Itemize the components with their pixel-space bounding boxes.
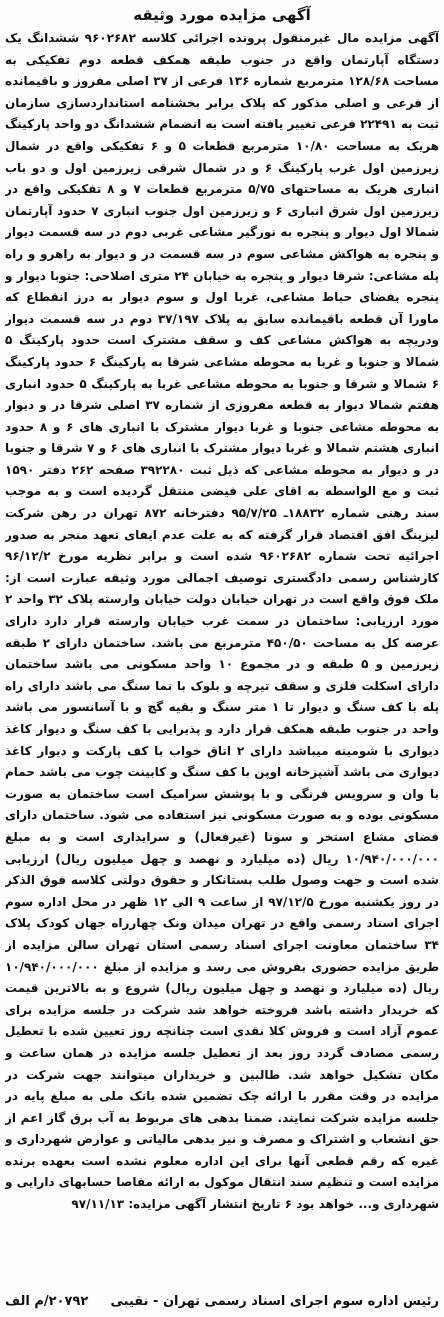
notice-body: آگهی مزایده مال غیرمنقول پرونده اجرائی کلاسه ۹۶۰۲۶۸۲ ششدانگ یک دستگاه آپارتمان واقع در جنوب طبقه همکف قطعه دوم تفکیکی به مساحت ۱۲۸/۶۸ مترمربع شماره ۱۳۶ فرعی از ۳۷ اصلی مفروز و باقیمانده از فرعی و اصلی مذکور که پلاک برابر بخشنامه استانداردسازی سازمان ثبت به ۲۲۴۹۱ فرعی تغییر یافته است به انضمام ششدانگ دو واحد پارکینگ هریک به مساحت ۱۰/۸۰ مترمربع قطعات ۵ و ۶ تفکیکی واقع در شمال زیرزمین اول غرب پارکینگ ۶ و در شمال شرقی زیرزمین اول و دو باب انباری هریک به مساحتهای ۵/۷۵ مترمربع قطعات ۷ و ۸ تفکیکی واقع در زیرزمین اول شرق انباری ۶ و زیرزمین اول جنوب انباری ۷ حدود آپارتمان شمالا اول دیوار و پنجره به نورگیر مشاعی غربی دوم در سه قسمت دیوار و پنجره به هواکش مشاعی سوم در سه قسمت در و دیوار به راهرو و راه پله مشاعی: شرقا دیوار و پنجره به خیابان ۲۴ متری اصلاحی: جنوبا دیوار و پنجره بفضای حیاط مشاعی، غربا اول و سوم دیوار به درز انقطاع که ماورا آن قطعه باقیمانده سابق به پلاک ۳۷/۱۹۷ دوم در سه قسمت دیوار ودریچه به هواکش مشاعی کف و سقف مشترک است حدود پارکینگ ۵ شمالا و جنوبا و غربا به محوطه مشاعی شرقا به پارکینگ ۶ حدود پارکینگ ۶ شمالا و شرقا و جنوبا به محوطه مشاعی غربا به پارکینگ ۵ حدود انباری هفتم شمالا دیوار به قطعه مفروزی از شماره ۳۷ اصلی شرقا در و دیوار به محوطه مشاعی جنوبا و غربا دیوار مشترک با انباری های ۶ و ۸ حدود انباری هشتم شمالا و غربا دیوار مشترک با انباری های ۶ و ۷ شرقا و جنوبا در و دیوار به محوطه مشاعی که ذیل ثبت ۳۹۲۲۸۰ صفحه ۲۶۲ دفتر ۱۵۹۰ ثبت و مع الواسطه به اقای علی فیضی منتقل گردیده است و به موجب سند رهنی شماره ۱۸۸۳۲ـ ۹۵/۷/۲۵ دفترخانه ۸۷۲ تهران در رهن شرکت لیزینگ افق اقتصاد قرار گرفته که به علت عدم ایفای تعهد منجر به صدور اجرائیه تحت شماره ۹۶۰۲۶۸۲ شده است و برابر نظریه مورخ ۹۶/۱۲/۲ کارشناس رسمی دادگستری توصیف اجمالی مورد وثیقه عبارت است از: ملک فوق واقع است در تهران خیابان دولت خیابان وارسته پلاک ۳۲ واحد ۲ مورد ارزیابی: ساختمان در سمت غرب خیابان وارسته قرار دارد دارای عرصه کل به مساحت ۴۵۰/۵۰ مترمربع می باشد. ساختمان دارای ۲ طبقه زیرزمین و ۵ طبقه و در مجموع ۱۰ واحد مسکونی می باشد ساختمان دارای اسکلت فلزی و سقف تیرچه و بلوک با نما سنگ می باشد دارای راه پله با کف سنگ و دیوار تا ۱ متر سنگ و بقیه گچ و با آسانسور می باشد واحد در جنوب طبقه همکف قرار دارد و پذیرایی با کف سنگ و دیوار کاغذ دیواری با شومینه میباشد دارای ۲ اتاق خواب با کف پارکت و دیوار کاغذ دیواری می باشد آشپزخانه اوپن با کف سنگ و کابینت چوب می باشد حمام با وان و سرویس فرنگی و با پوشش سرامیک است ساختمان به صورت مسکونی بوده و به صورت مسکونی نیز استفاده می شود. ساختمان دارای فضای مشاع استخر و سونا (غیرفعال) و سرایداری است و به مبلغ ۱۰/۹۴۰/۰۰۰/۰۰۰ ریال (ده میلیارد و نهصد و چهل میلیون ریال) ارزیابی شده است و جهت وصول طلب بستانکار و حقوق دولتی کلاسه فوق الذکر در روز یکشنبه مورخ ۹۷/۱۲/۵ از ساعت ۹ الی ۱۲ ظهر در محل اداره سوم اجرای اسناد رسمی واقع در تهران میدان ونک چهارراه جهان کودک پلاک ۳۴ ساختمان معاونت اجرای اسناد رسمی استان تهران سالن مزایده از طریق مزایده حضوری بفروش می رسد و مزایده از مبلغ ۱۰/۹۴۰/۰۰۰/۰۰۰ ریال (ده میلیارد و نهصد و چهل میلیون ریال) شروع و به بالاترین قیمت که خریدار داشته باشد فروخته خواهد شد شرکت در جلسه مزایده برای عموم آزاد است و فروش کلا نقدی است چنانچه روز تعیین شده با تعطیل رسمی مصادف گردد روز بعد از تعطیل جلسه مزایده در همان ساعت و مکان تشکیل خواهد شد. طالبین و خریداران میتوانند جهت شرکت در مزایده در وقت مقرر با ارائه چک تضمین شده بانک ملی به مبلغ پایه در جلسه مزایده شرکت نمایند. ضمنا بدهی های مربوط به آب برق گاز اعم از حق انشعاب و اشتراک و مصرف و نیز بدهی مالیاتی و عوارض شهرداری و غیره که رقم قطعی آنها برای این اداره معلوم نشده است بعهده برنده مزایده است و تنظیم سند انتقال موکول به ارائه مفاصا حسابهای دارایی و شهرداری و... خواهد بود ۶ تاریخ انتشار آگهی مزایده: ۹۷/۱۱/۱۳ [5,31,439,1212]
notice-code: ۲۰۷۹۲/م الف [5,1293,89,1309]
notice-title: آگهی مزایده مورد وثیقه [133,6,311,24]
notice-signature: رئیس اداره سوم اجرای اسناد رسمی تهران - نقیبی [110,1293,439,1309]
notice-footer [5,1289,439,1313]
